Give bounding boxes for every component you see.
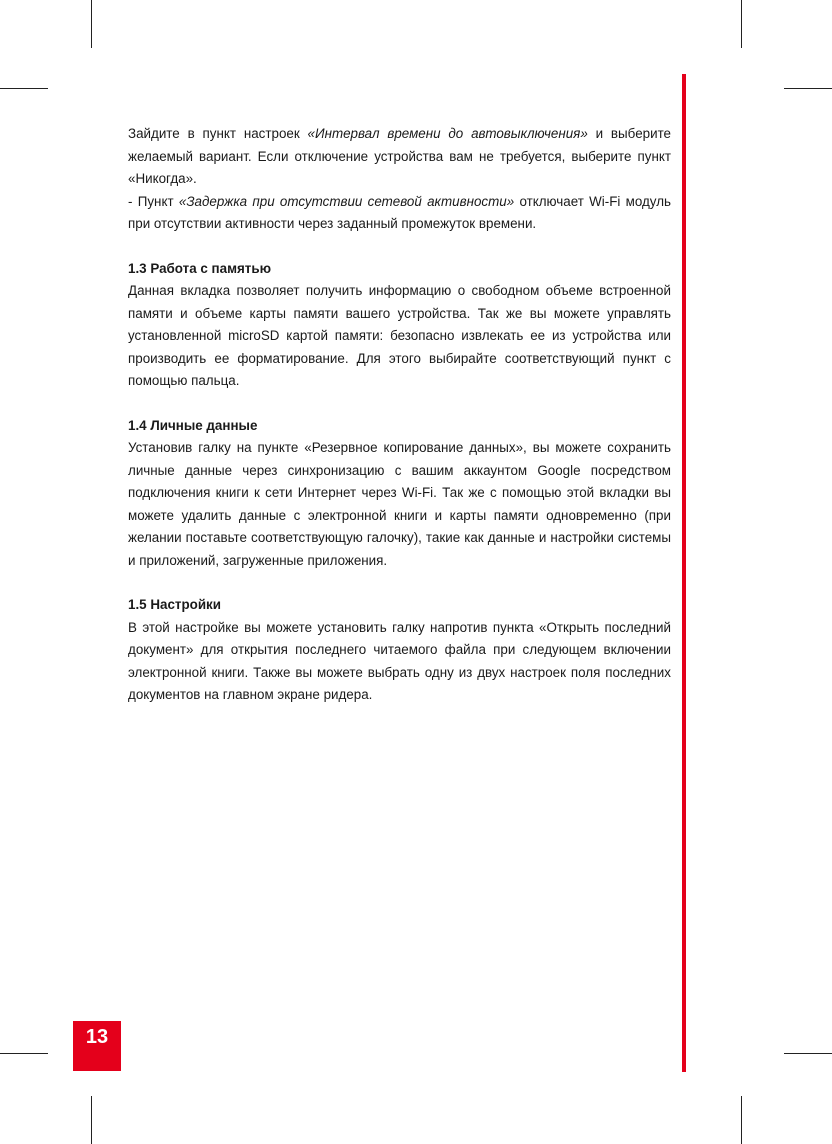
section-heading-settings: 1.5 Настройки (128, 597, 221, 612)
section-body-memory: Данная вкладка позволяет получить информацию о свободном объеме встроенной памяти и объеме карты памяти вашего устройства. Так же вы можете управлять установленной microSD картой памяти: безопасно извлекать ее из устройства или производить ее форматирование. Для этого выбирайте соответствующий пункт с помощью пальца. (128, 283, 671, 388)
red-vertical-rule (682, 74, 686, 1072)
setting-name-network-delay: «Задержка при отсутствии сетевой активности» (178, 193, 515, 209)
intro-paragraph-1: Зайдите в пункт настроек «Интервал времени до автовыключения» и выберите желаемый вариант. Если отключение устройства вам не требуется, выберите пункт «Никогда». (128, 126, 671, 186)
section-heading-personal-data: 1.4 Личные данные (128, 417, 258, 433)
page-content (128, 123, 671, 707)
crop-mark-right-top (784, 88, 832, 89)
crop-mark-left-top (0, 88, 48, 89)
crop-mark-top-right (741, 0, 742, 48)
section-heading-memory: 1.3 Работа с памятью (128, 260, 272, 276)
setting-name-auto-off: «Интервал времени до автовыключения» (307, 126, 588, 141)
page-number-tab (73, 1021, 121, 1071)
crop-mark-top-left (91, 0, 92, 48)
crop-mark-right-bottom (784, 1053, 832, 1054)
crop-mark-bottom-right (741, 1096, 742, 1144)
page-number: 13 (85, 1026, 109, 1048)
section-body-settings: В этой настройке вы можете установить галку напротив пункта «Открыть последний документ» для открытия последнего читаемого файла при следующем включении электронной книги. Также вы можете выбрать одну из двух настроек поля последних документов на главном экране ридера. (128, 619, 671, 702)
crop-mark-bottom-left (91, 1096, 92, 1144)
intro-paragraph-2: - Пункт «Задержка при отсутствии сетевой активности» отключает Wi-Fi модуль при отсутствии активности через заданный промежуток времени. (128, 193, 672, 231)
crop-mark-left-bottom (0, 1053, 48, 1054)
section-body-personal-data: Установив галку на пункте «Резервное копирование данных», вы можете сохранить личные данные через синхронизацию с вашим аккаунтом Google посредством подключения книги к сети Интернет через Wi-Fi. Так же с помощью этой вкладки вы можете удалить данные с электронной книги и карты памяти одновременно (при желании поставьте соответствующую галочку), такие как данные и настройки системы и приложений, загруженные приложения. (128, 440, 671, 568)
